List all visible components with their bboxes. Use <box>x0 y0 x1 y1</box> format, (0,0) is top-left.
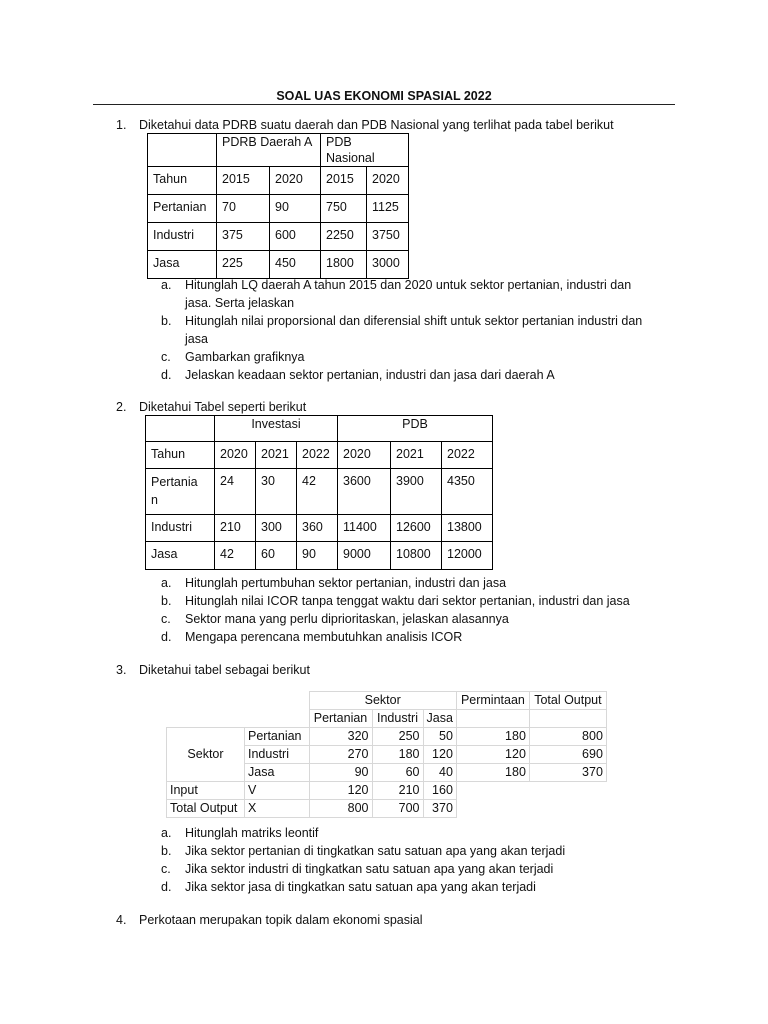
q3-total-symbol: X <box>245 800 310 818</box>
q3-cell: 180 <box>372 746 423 764</box>
q2-cell: 24 <box>215 469 256 515</box>
list-item: a. Hitunglah matriks leontif <box>161 826 319 840</box>
q2-table-group-pdb: PDB <box>338 416 493 442</box>
q3-cell <box>529 800 606 818</box>
q3-row-label: Industri <box>245 746 310 764</box>
q3-row-label: Jasa <box>245 764 310 782</box>
list-item: jasa <box>185 332 208 346</box>
q3-table-total-output-header: Total Output <box>529 692 606 710</box>
q1-cell: 2250 <box>321 223 367 251</box>
q2-cell: 3900 <box>391 469 442 515</box>
q1-cell: 225 <box>217 251 270 279</box>
q3-cell: 800 <box>309 800 372 818</box>
q2-number: 2. <box>116 400 127 414</box>
q2-cell: 9000 <box>338 542 391 570</box>
q2-cell: 3600 <box>338 469 391 515</box>
q2-cell: 90 <box>297 542 338 570</box>
q1-cell: 2015 <box>217 167 270 195</box>
q1-cell: Industri <box>148 223 217 251</box>
q1-number: 1. <box>116 118 127 132</box>
q4-number: 4. <box>116 913 127 927</box>
q1-cell: 3000 <box>367 251 409 279</box>
q3-cell <box>529 782 606 800</box>
list-item: d. Jika sektor jasa di tingkatkan satu satuan apa yang akan terjadi <box>161 880 536 894</box>
q1-cell: Pertanian <box>148 195 217 223</box>
q3-cell: 250 <box>372 728 423 746</box>
q2-table-group-investasi: Investasi <box>215 416 338 442</box>
q2-cell: 42 <box>215 542 256 570</box>
q3-cell: 120 <box>309 782 372 800</box>
q3-cell <box>167 692 245 710</box>
q3-cell: 370 <box>423 800 456 818</box>
q3-cell: 690 <box>529 746 606 764</box>
q3-col-header: Jasa <box>423 710 456 728</box>
q1-cell: 1125 <box>367 195 409 223</box>
list-item: b. Hitunglah nilai ICOR tanpa tenggat waktu dari sektor pertanian, industri dan jasa <box>161 594 630 608</box>
title-divider <box>93 104 675 105</box>
q2-cell: 2021 <box>256 442 297 469</box>
q2-cell: 30 <box>256 469 297 515</box>
page-title: SOAL UAS EKONOMI SPASIAL 2022 <box>276 89 492 103</box>
q3-cell: 210 <box>372 782 423 800</box>
q2-cell: 4350 <box>442 469 493 515</box>
q3-cell: 270 <box>309 746 372 764</box>
q3-cell: 160 <box>423 782 456 800</box>
q3-cell: 800 <box>529 728 606 746</box>
q3-cell: 180 <box>456 728 529 746</box>
q3-total-label: Total Output <box>167 800 245 818</box>
q2-cell: 360 <box>297 515 338 542</box>
q3-col-header: Industri <box>372 710 423 728</box>
q3-cell: 50 <box>423 728 456 746</box>
q3-cell: 120 <box>456 746 529 764</box>
q3-table-permintaan-header: Permintaan <box>456 692 529 710</box>
q1-cell: Tahun <box>148 167 217 195</box>
q2-cell: 2020 <box>215 442 256 469</box>
q1-cell: 2020 <box>270 167 321 195</box>
q2-cell: Industri <box>146 515 215 542</box>
q2-items <box>161 574 630 646</box>
q3-row-group-sektor: Sektor <box>167 728 245 782</box>
q3-items <box>161 824 565 896</box>
q3-cell: 700 <box>372 800 423 818</box>
q2-cell: Jasa <box>146 542 215 570</box>
q2-cell: 10800 <box>391 542 442 570</box>
q3-cell <box>245 710 310 728</box>
q2-cell: Tahun <box>146 442 215 469</box>
q3-cell <box>456 800 529 818</box>
list-item: d. Jelaskan keadaan sektor pertanian, industri dan jasa dari daerah A <box>161 368 555 382</box>
q3-cell <box>245 692 310 710</box>
q3-cell: 120 <box>423 746 456 764</box>
q2-cell: 2020 <box>338 442 391 469</box>
q3-input-label: Input <box>167 782 245 800</box>
q2-cell: 60 <box>256 542 297 570</box>
q3-cell: 320 <box>309 728 372 746</box>
q1-cell: 70 <box>217 195 270 223</box>
q4-text: Perkotaan merupakan topik dalam ekonomi spasial <box>139 913 423 927</box>
q1-cell: 750 <box>321 195 367 223</box>
q1-table <box>147 133 409 279</box>
q3-io-table <box>166 691 607 818</box>
list-item: b. Jika sektor pertanian di tingkatkan satu satuan apa yang akan terjadi <box>161 844 566 858</box>
q2-cell: 2021 <box>391 442 442 469</box>
q2-cell: Pertania n <box>146 469 215 515</box>
q1-cell: 375 <box>217 223 270 251</box>
q2-cell: 11400 <box>338 515 391 542</box>
q3-text: Diketahui tabel sebagai berikut <box>139 663 310 677</box>
list-item: b. Hitunglah nilai proporsional dan diferensial shift untuk sektor pertanian industri dan <box>161 314 643 328</box>
q1-cell: 1800 <box>321 251 367 279</box>
q1-items <box>161 276 642 384</box>
list-item: c. Jika sektor industri di tingkatkan satu satuan apa yang akan terjadi <box>161 862 554 876</box>
q1-table-group-pdb: PDB Nasional <box>321 134 409 167</box>
q2-text: Diketahui Tabel seperti berikut <box>139 400 307 414</box>
q3-cell: 180 <box>456 764 529 782</box>
q2-cell: 210 <box>215 515 256 542</box>
q1-table-group-pdrb: PDRB Daerah A <box>217 134 321 167</box>
q1-table-corner <box>148 134 217 167</box>
q1-cell: 600 <box>270 223 321 251</box>
q1-cell: 450 <box>270 251 321 279</box>
q3-number: 3. <box>116 663 127 677</box>
q1-cell: Jasa <box>148 251 217 279</box>
list-item: c. Sektor mana yang perlu diprioritaskan, jelaskan alasannya <box>161 612 509 626</box>
q2-cell: 2022 <box>442 442 493 469</box>
q3-cell: 60 <box>372 764 423 782</box>
q1-cell: 3750 <box>367 223 409 251</box>
q2-table <box>145 415 493 570</box>
q2-cell: 2022 <box>297 442 338 469</box>
q3-input-symbol: V <box>245 782 310 800</box>
q3-row-label: Pertanian <box>245 728 310 746</box>
q3-cell <box>529 710 606 728</box>
q3-cell: 40 <box>423 764 456 782</box>
q1-cell: 90 <box>270 195 321 223</box>
q1-text: Diketahui data PDRB suatu daerah dan PDB Nasional yang terlihat pada tabel berikut <box>139 118 614 132</box>
q1-cell: 2015 <box>321 167 367 195</box>
q2-cell: 12000 <box>442 542 493 570</box>
q3-cell: 90 <box>309 764 372 782</box>
q3-cell: 370 <box>529 764 606 782</box>
q3-col-header: Pertanian <box>309 710 372 728</box>
list-item: d. Mengapa perencana membutuhkan analisis ICOR <box>161 630 463 644</box>
q2-cell: 300 <box>256 515 297 542</box>
q3-cell <box>456 782 529 800</box>
list-item: a. Hitunglah LQ daerah A tahun 2015 dan 2020 untuk sektor pertanian, industri dan <box>161 278 632 292</box>
q2-cell: 12600 <box>391 515 442 542</box>
q3-table-sektor-header: Sektor <box>309 692 456 710</box>
list-item: c. Gambarkan grafiknya <box>161 350 305 364</box>
q3-cell <box>167 710 245 728</box>
list-item: jasa. Serta jelaskan <box>185 296 295 310</box>
list-item: a. Hitunglah pertumbuhan sektor pertanian, industri dan jasa <box>161 576 507 590</box>
q2-table-corner <box>146 416 215 442</box>
q2-cell: 13800 <box>442 515 493 542</box>
q3-cell <box>456 710 529 728</box>
q1-cell: 2020 <box>367 167 409 195</box>
q2-cell: 42 <box>297 469 338 515</box>
